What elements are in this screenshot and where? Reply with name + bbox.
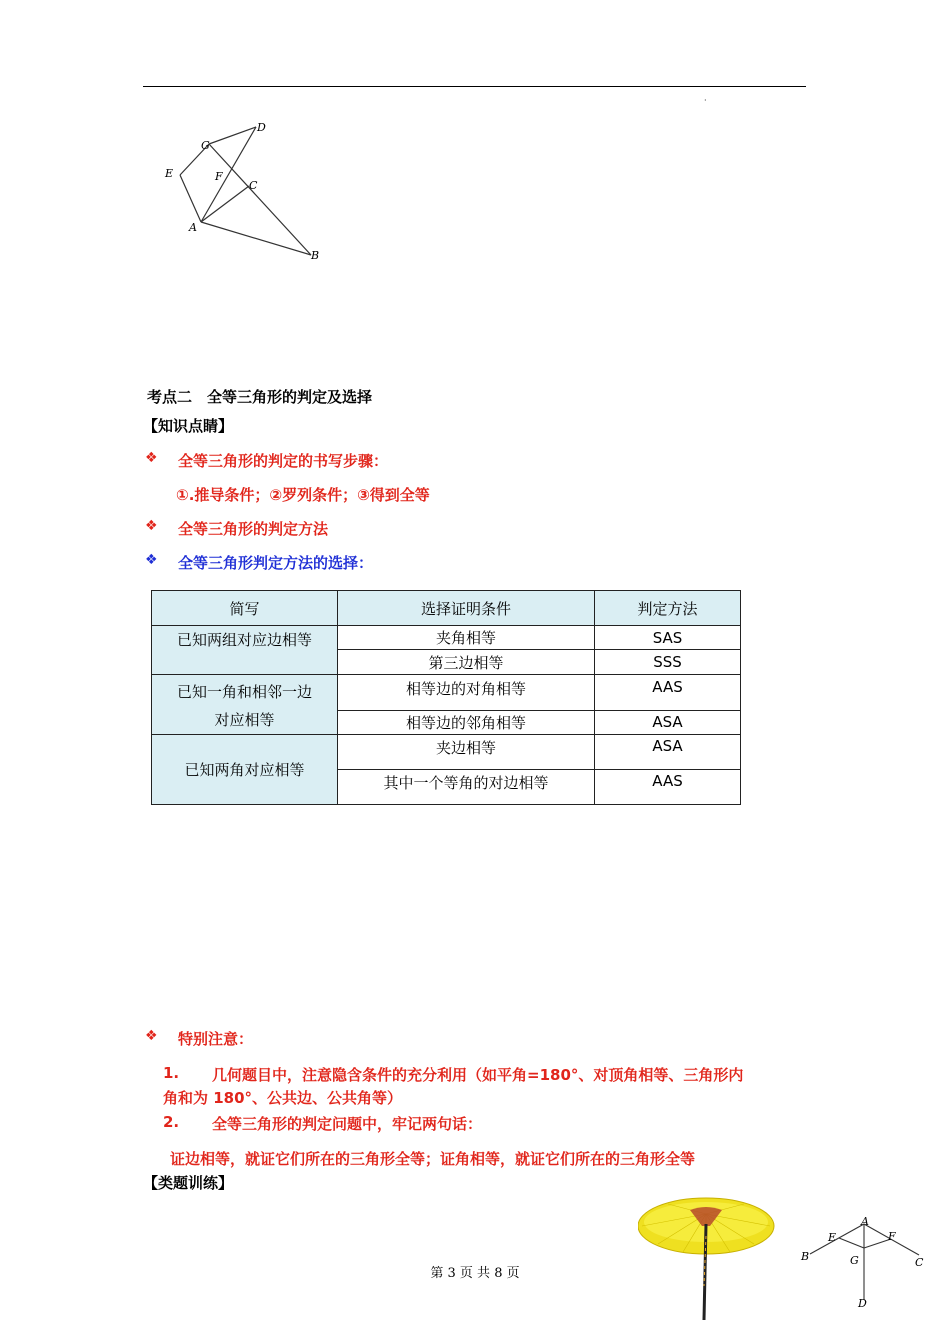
bullet-text-steps: 全等三角形的判定的书写步骤： [178,452,389,470]
method-cell: SSS [595,650,741,675]
label-C: C [915,1256,924,1269]
note-2-number: 2. [163,1113,180,1131]
label-A: A [189,221,197,234]
bullet-icon: ❖ [145,1028,158,1044]
condition-cell: 夹角相等 [338,626,595,650]
practice-header: 【类题训练】 [143,1174,234,1192]
segment-GB [209,144,311,255]
geometry-figure-2 [796,1212,930,1312]
label-A: A [861,1215,869,1228]
bullet-icon: ❖ [145,552,158,568]
label-F: F [888,1230,896,1243]
group-name: 已知两角对应相等 [152,735,338,805]
group-name-line: 对应相等 [214,711,275,729]
section-title: 考点二 全等三角形的判定及选择 [147,388,373,406]
condition-cell: 第三边相等 [338,650,595,675]
bullet-icon: ❖ [145,518,158,534]
header-dot: · [704,96,707,105]
note-2-text: 全等三角形的判定问题中，牢记两句话： [212,1115,483,1133]
table-row [152,626,741,650]
label-D: D [858,1297,867,1310]
note-1-number: 1. [163,1064,180,1082]
knowledge-header: 【知识点睛】 [143,417,234,435]
label-D: D [257,121,266,134]
page-footer: 第 3 页 共 8 页 [430,1266,520,1281]
table-header: 选择证明条件 [338,591,595,626]
label-B: B [311,249,320,262]
table-row [152,675,741,711]
segment-EA [180,175,201,222]
method-cell: SAS [595,626,741,650]
condition-cell: 夹边相等 [338,735,595,770]
label-E: E [828,1231,837,1244]
umbrella-image [638,1196,776,1320]
label-B: B [801,1250,810,1263]
bullet-icon: ❖ [145,450,158,466]
header-rule [143,86,806,87]
note-1-line-1: 几何题目中，注意隐含条件的充分利用（如平角=180°、对顶角相等、三角形内 [212,1066,744,1084]
group-name-line: 已知一角和相邻一边 [176,683,312,701]
table-header-row [152,591,741,626]
group-name [152,675,338,735]
bullet-text-selection: 全等三角形判定方法的选择： [178,554,374,572]
condition-cell: 相等边的对角相等 [338,675,595,711]
label-G: G [201,139,210,152]
condition-cell: 相等边的邻角相等 [338,710,595,734]
method-cell: AAS [595,770,741,805]
bullet-text-methods: 全等三角形的判定方法 [178,520,329,538]
segment-AC [201,186,249,222]
segment-DG [209,127,256,144]
segment-EG [839,1238,864,1248]
segment-AB [201,222,311,255]
note-1-line-2: 角和为 180°、公共边、公共角等） [163,1089,403,1107]
table-row [152,735,741,770]
steps-detail: ①.推导条件；②罗列条件；③得到全等 [176,486,430,504]
note-key-sentence: 证边相等，就证它们所在的三角形全等；证角相等，就证它们所在的三角形全等 [170,1150,696,1168]
label-G: G [850,1254,859,1267]
label-C: C [249,179,258,192]
criteria-table [151,590,741,805]
method-cell: AAS [595,675,741,711]
geometry-figure-1 [160,115,335,270]
method-cell: ASA [595,710,741,734]
label-F: F [215,170,223,183]
table-header: 判定方法 [595,591,741,626]
group-name: 已知两组对应边相等 [152,626,338,675]
condition-cell: 其中一个等角的对边相等 [338,770,595,805]
segment-FG [864,1239,891,1248]
table-header: 简写 [152,591,338,626]
segment-BA [810,1224,864,1254]
notes-title: 特别注意： [178,1030,254,1048]
method-cell: ASA [595,735,741,770]
label-E: E [165,167,174,180]
